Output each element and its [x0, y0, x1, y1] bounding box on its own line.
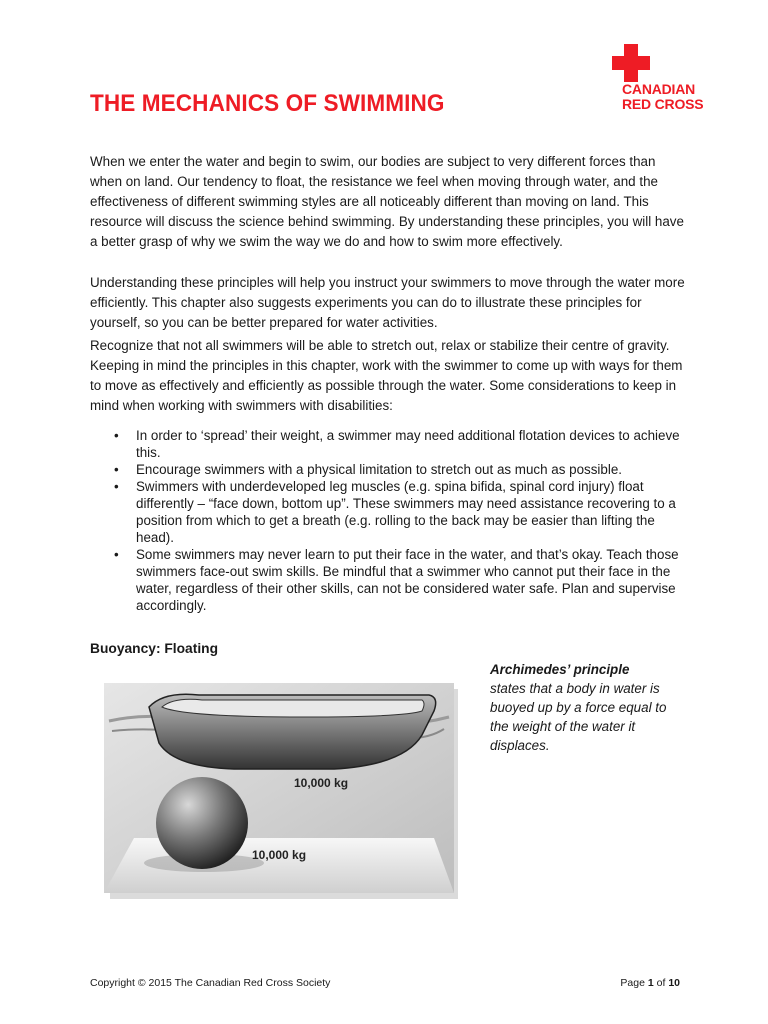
boat-interior	[162, 699, 424, 717]
boat-mass-label: 10,000 kg	[294, 776, 349, 790]
page-title: THE MECHANICS OF SWIMMING	[90, 90, 445, 117]
considerations-list	[90, 427, 690, 614]
principles-paragraph: Understanding these principles will help you instruct your swimmers to move through the water more efficiently. This chapter also suggests experiments you can do to illustrate these principles for yourself, so you can be better prepared for water activities.	[90, 275, 685, 330]
disabilities-paragraph: Recognize that not all swimmers will be able to stretch out, relax or stabilize their centre of gravity. Keeping in mind the principles in this chapter, work with the swimmer to come up with ways for them to move as effectively and efficiently as possible through the water. Some considerations to keep in mind when working with swimmers with disabilities:	[90, 338, 683, 413]
red-cross-icon	[612, 44, 650, 82]
list-item: • Some swimmers may never learn to put their face in the water, and that’s okay. Teach those swimmers face-out swim skills. Be mindful that a swimmer who cannot put their face in the water, regardless of their other skills, can not be considered water safe. Plan and supervise accordingly.	[90, 546, 690, 614]
list-item: • In order to ‘spread’ their weight, a swimmer may need additional flotation devices to achieve this.	[90, 427, 690, 461]
ball-mass-label: 10,000 kg	[252, 848, 307, 862]
buoyancy-illustration	[104, 683, 460, 901]
archimedes-sidebar	[490, 660, 680, 755]
page-total: 10	[668, 977, 680, 989]
logo-line-2: RED CROSS	[622, 96, 704, 112]
page-current: 1	[647, 977, 654, 989]
page-of: of	[653, 977, 669, 989]
red-cross-logo	[606, 38, 736, 128]
page-number	[620, 977, 680, 989]
list-item: • Encourage swimmers with a physical limitation to stretch out as much as possible.	[90, 461, 690, 478]
page-prefix: Page	[620, 977, 648, 989]
intro-paragraph: When we enter the water and begin to swim, our bodies are subject to very different forces than when on land. Our tendency to float, the resistance we feel when moving through water, and the effectiveness of different swimming styles are all noticeably different than moving on land. This resource will discuss the science behind swimming. By understanding these principles, you will have a better grasp of why we swim the way we do and how to swim more effectively.	[90, 154, 684, 249]
logo-line-1: CANADIAN	[622, 81, 696, 97]
ball	[156, 777, 248, 869]
copyright-text: Copyright © 2015 The Canadian Red Cross Society	[90, 977, 331, 989]
sidebar-text: states that a body in water is buoyed up by a force equal to the weight of the water it displaces.	[490, 681, 667, 753]
list-item: • Swimmers with underdeveloped leg muscles (e.g. spina bifida, spinal cord injury) float differently – “face down, bottom up”. These swimmers may need assistance recovering to a position from which to get a breath (e.g. rolling to the back may be easier than lifting the head).	[90, 478, 690, 546]
section-heading: Buoyancy: Floating	[90, 641, 219, 656]
logo-wordmark	[622, 82, 742, 112]
sidebar-term: Archimedes’ principle	[490, 662, 630, 677]
